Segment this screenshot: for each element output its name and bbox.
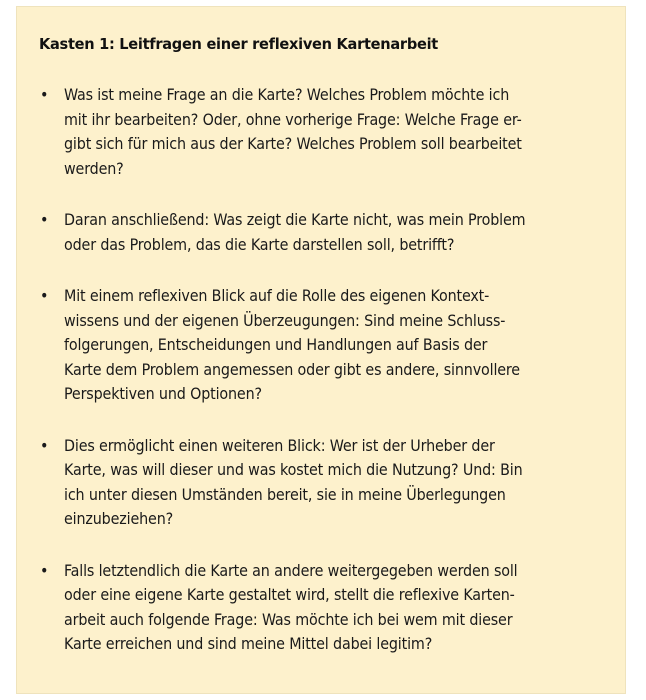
list-item-line: Daran anschließend: Was zeigt die Karte nicht, was mein Problem bbox=[64, 210, 526, 229]
list-item-line: Perspektiven und Optionen? bbox=[64, 384, 262, 403]
list-item-line: arbeit auch folgende Frage: Was möchte ich bei wem mit dieser bbox=[64, 609, 513, 629]
bullet-icon: • bbox=[40, 435, 49, 455]
list-item-line: Karte erreichen und sind meine Mittel dabei legitim? bbox=[64, 634, 433, 653]
list-item-line: Mit einem reflexiven Blick auf die Rolle des eigenen Kontext- bbox=[64, 286, 490, 305]
list-item-line: Dies ermöglicht einen weiteren Blick: Wer ist der Urheber der bbox=[64, 435, 495, 455]
box-title: Kasten 1: Leitfragen einer reflexiven Kartenarbeit bbox=[39, 35, 438, 53]
list-item-line: oder das Problem, das die Karte darstellen soll, betrifft? bbox=[64, 234, 455, 254]
bullet-icon: • bbox=[40, 85, 49, 104]
list-item-line: oder eine eigene Karte gestaltet wird, stellt die reflexive Karten- bbox=[64, 585, 515, 604]
list-item-line: mit ihr bearbeiten? Oder, ohne vorherige Frage: Welche Frage er- bbox=[64, 109, 522, 129]
list-item-line: Was ist meine Frage an die Karte? Welches Problem möchte ich bbox=[64, 85, 510, 104]
list-item-line: ich unter diesen Umständen bereit, sie in meine Überlegungen bbox=[64, 484, 506, 504]
list-item-line: wissens und der eigenen Überzeugungen: Sind meine Schluss- bbox=[64, 310, 506, 330]
list-item-line: gibt sich für mich aus der Karte? Welches Problem soll bearbeitet bbox=[64, 134, 522, 153]
bullet-icon: • bbox=[40, 210, 49, 229]
bullet-icon: • bbox=[40, 286, 49, 305]
list-item-line: Falls letztendlich die Karte an andere weitergegeben werden soll bbox=[64, 560, 518, 580]
list-item bbox=[37, 559, 607, 657]
info-box bbox=[16, 6, 626, 694]
question-list bbox=[37, 83, 607, 684]
list-item-line: einzubeziehen? bbox=[64, 509, 174, 528]
list-item bbox=[37, 208, 607, 257]
list-item-line: Karte, was will dieser und was kostet mich die Nutzung? Und: Bin bbox=[64, 460, 523, 479]
list-item-line: folgerungen, Entscheidungen und Handlungen auf Basis der bbox=[64, 335, 488, 354]
list-item-line: Karte dem Problem angemessen oder gibt es andere, sinnvollere bbox=[64, 359, 520, 379]
list-item-line: werden? bbox=[64, 158, 124, 178]
list-item bbox=[37, 83, 607, 181]
bullet-icon: • bbox=[40, 560, 49, 580]
list-item bbox=[37, 284, 607, 407]
list-item bbox=[37, 434, 607, 532]
